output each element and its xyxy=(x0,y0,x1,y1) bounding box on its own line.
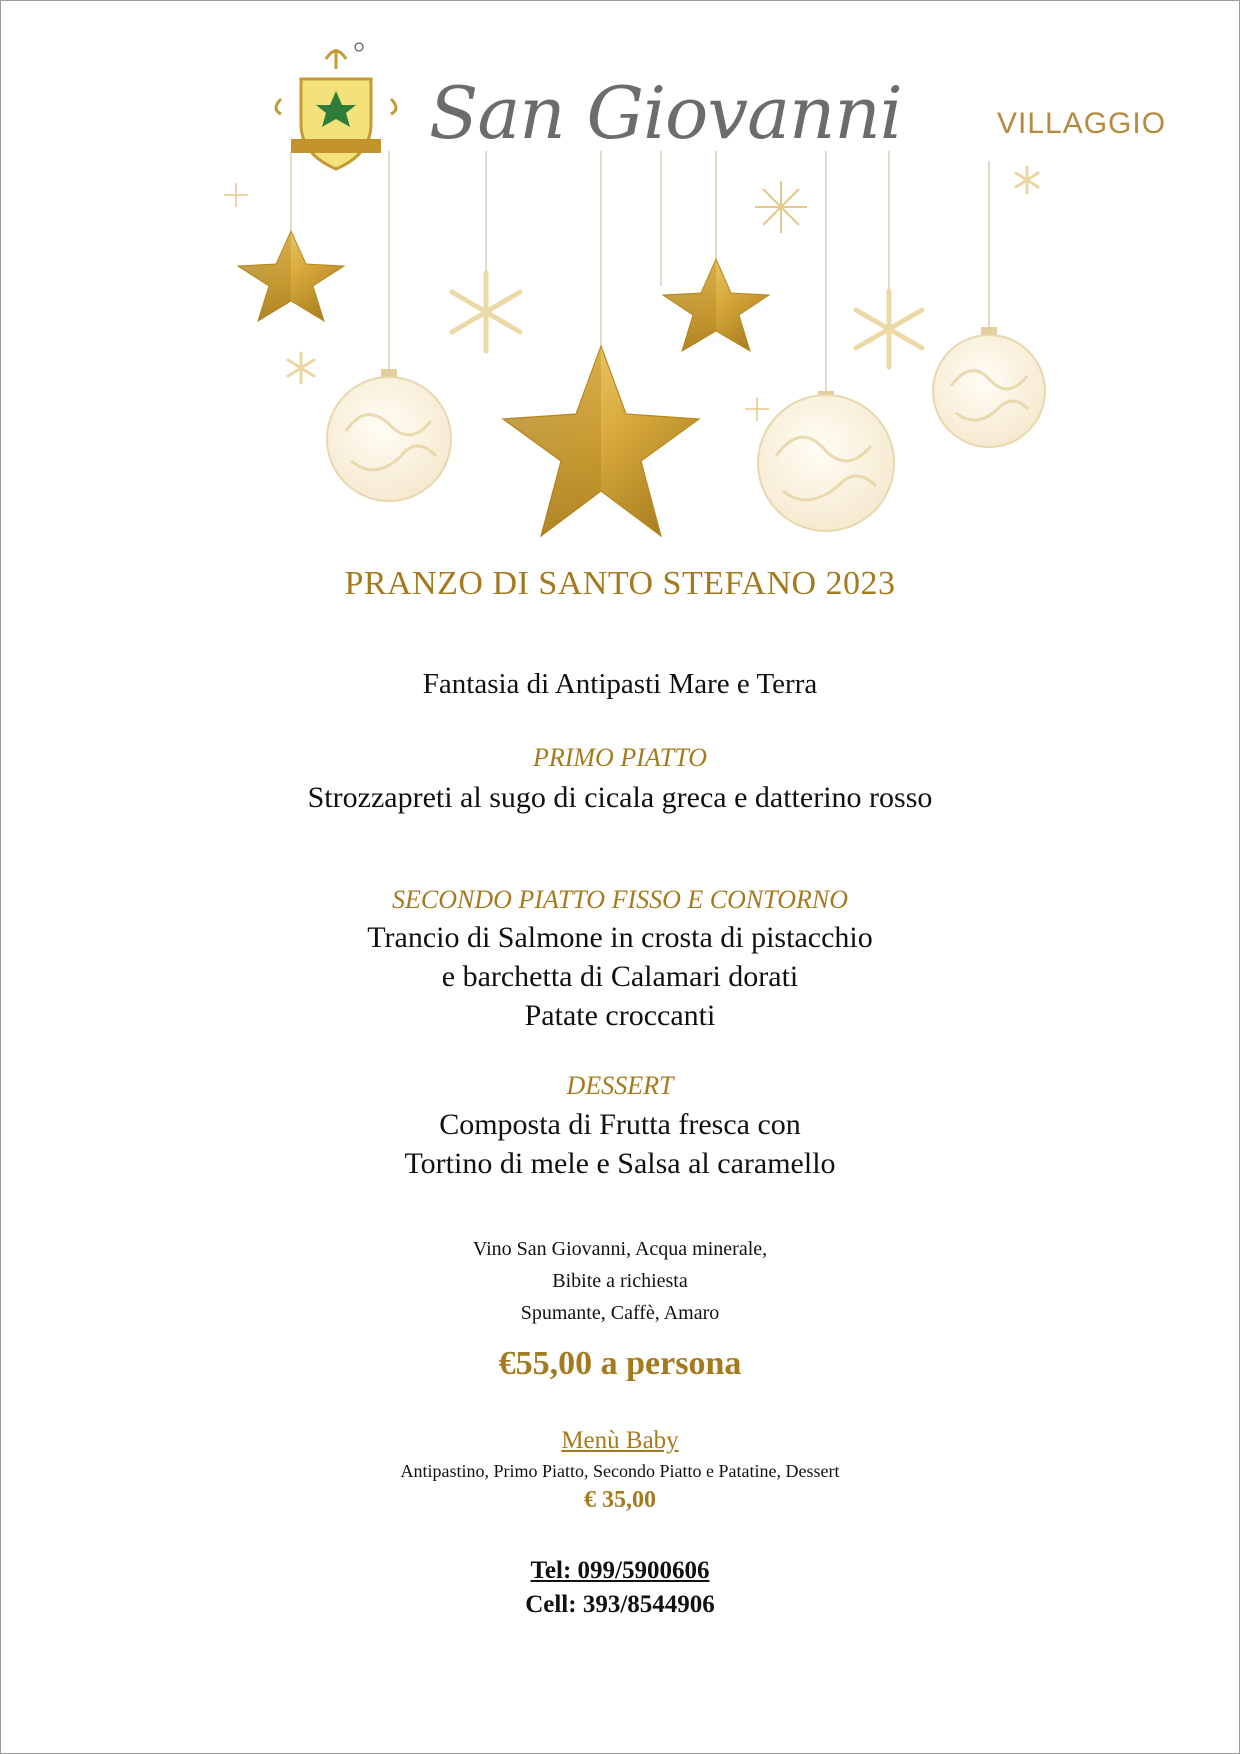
hanging-star-icon xyxy=(663,259,769,351)
menu-title: PRANZO DI SANTO STEFANO 2023 xyxy=(344,565,896,602)
primo-dish: Strozzapreti al sugo di cicala greca e datterino rosso xyxy=(307,781,933,814)
phone-tel xyxy=(1,1557,1239,1585)
primo-heading: PRIMO PIATTO xyxy=(532,743,708,772)
drinks-line-1: Vino San Giovanni, Acqua minerale, xyxy=(472,1238,768,1260)
snowflake-icon xyxy=(288,353,314,383)
baby-price: € 35,00 xyxy=(584,1487,656,1513)
drinks-line-2: Bibite a richiesta xyxy=(552,1270,688,1292)
hanging-strings xyxy=(291,151,989,396)
secondo-line-1: Trancio di Salmone in crosta di pistacchio xyxy=(367,921,873,954)
ornament-ball-icon xyxy=(758,391,894,531)
menu-price: €55,00 a persona xyxy=(498,1345,742,1382)
dessert-heading: DESSERT xyxy=(566,1071,674,1100)
phone-cell: Cell: 393/8544906 xyxy=(525,1591,715,1618)
logo-crest-icon xyxy=(271,39,411,174)
snowflake-icon xyxy=(856,291,922,367)
hanging-star-icon xyxy=(238,231,344,321)
dessert-line-1: Composta di Frutta fresca con xyxy=(439,1108,801,1141)
sparkle-icon xyxy=(224,183,248,207)
sparkle-icon xyxy=(755,181,807,233)
secondo-heading: SECONDO PIATTO FISSO E CONTORNO xyxy=(391,885,848,914)
secondo-line-2: e barchetta di Calamari dorati xyxy=(441,960,799,993)
phone-tel-text: Tel: 099/5900606 xyxy=(530,1557,710,1584)
hanging-star-icon xyxy=(503,346,699,536)
baby-heading: Menù Baby xyxy=(561,1427,679,1454)
brand-name: San Giovanni xyxy=(429,71,902,155)
snowflake-icon xyxy=(452,273,520,351)
secondo-line-3: Patate croccanti xyxy=(524,999,716,1032)
ornament-ball-icon xyxy=(933,327,1045,447)
ornament-ball-icon xyxy=(327,369,451,501)
antipasti: Fantasia di Antipasti Mare e Terra xyxy=(422,668,818,700)
brand-prefix: VILLAGGIO xyxy=(997,107,1167,140)
snowflake-icon xyxy=(1016,167,1038,193)
sparkle-icon xyxy=(745,397,769,421)
drinks-line-3: Spumante, Caffè, Amaro xyxy=(520,1302,720,1324)
dessert-line-2: Tortino di mele e Salsa al caramello xyxy=(404,1147,836,1180)
baby-items: Antipastino, Primo Piatto, Secondo Piatto e Patatine, Dessert xyxy=(400,1461,840,1481)
